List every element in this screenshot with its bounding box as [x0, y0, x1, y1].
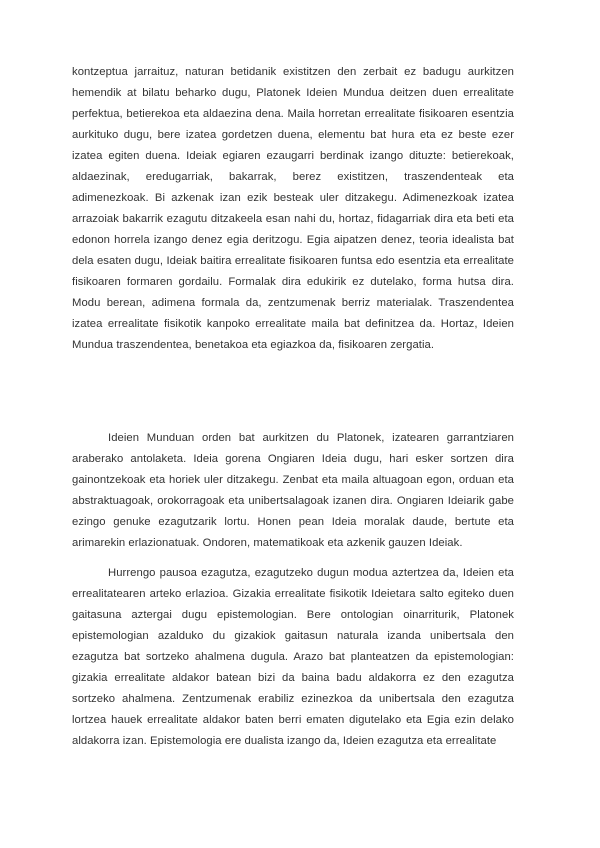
paragraph-ideien-mundua: kontzeptua jarraituz, naturan betidanik existitzen den zerbait ez badugu aurkitzen hemendik at bilatu beharko dugu, Platonek Ideien Mundua deitzen duen errealitate perfektua, betierekoa eta aldaezina dena. Maila horretan errealitate fisikoaren esentzia aurkituko dugu, bere izatea gordetzen duena, elementu bat hura eta ez beste ezer izatea egiten duena. Ideiak egiaren ezaugarri berdinak izango dituzte: betierekoak, aldaezinak, eredugarriak, bakarrak, berez existitzen, traszendenteak eta adimenezkoak. Bi azkenak izan ezik besteak uler ditzakegu. Adimenezkoak izatea arrazoiak bakarrik ezagutu ditzakeela esan nahi du, hortaz, fidagarriak dira eta beti eta edonon horrela izango denez egia deritzogu. Egia aipatzen denez, teoria idealista bat dela esaten dugu, Ideiak baitira errealitate fisikoaren funtsa edo esentzia eta errealitate fisikoaren formaren gordailu. Formalak dira edukirik ez dutelako, forma hutsa dira. Modu berean, adimena formala da, zentzumenak berriz materialak. Traszendentea izatea errealitate fisikotik kanpoko errealitate maila bat definitzea da. Hortaz, Ideien Mundua traszendentea, benetakoa eta egiazkoa da, fisikoaren zergatia.	[72, 66, 514, 351]
paragraph-ideien-ordena: Ideien Munduan orden bat aurkitzen du Platonek, izatearen garrantziaren araberako antolaketa. Ideia gorena Ongiaren Ideia dugu, hari esker sortzen dira gainontzekoak eta horiek uler ditzakegu. Zenbat eta maila altuagoan egon, orduan eta abstraktuagoak, orokorragoak eta unibertsalagoak izanen dira. Ongiaren Ideiarik gabe ezingo genuke ezagutzarik lortu. Honen pean Ideia moralak daude, bertute eta arimarekin erlazionatuak. Ondoren, matematikoak eta azkenik gauzen Ideiak.	[72, 432, 514, 549]
paragraph-epistemologia: Hurrengo pausoa ezagutza, ezagutzeko dugun modua aztertzea da, Ideien eta errealitatearen arteko erlazioa. Gizakia errealitate fisikotik Ideietara salto egiteko duen gaitasuna aztergai dugu epistemologian. Bere ontologian oinarriturik, Platonek epistemologian azalduko du gizakiok gaitasun naturala izanda unibertsala den ezagutza bat sortzeko ahalmena dugula. Arazo bat planteatzen da epistemologian: gizakia errealitate aldakor batean bizi da baina badu aldakorra ez den ezagutza sortzeko ahalmena. Zentzumenak erabiliz ezinezkoa da unibertsala den ezagutza lortzea hauek errealitate aldakor baten berri ematen digutelako eta Egia ezin delako aldakorra izan. Epistemologia ere dualista izango da, Ideien ezagutza eta errealitate	[72, 567, 514, 747]
